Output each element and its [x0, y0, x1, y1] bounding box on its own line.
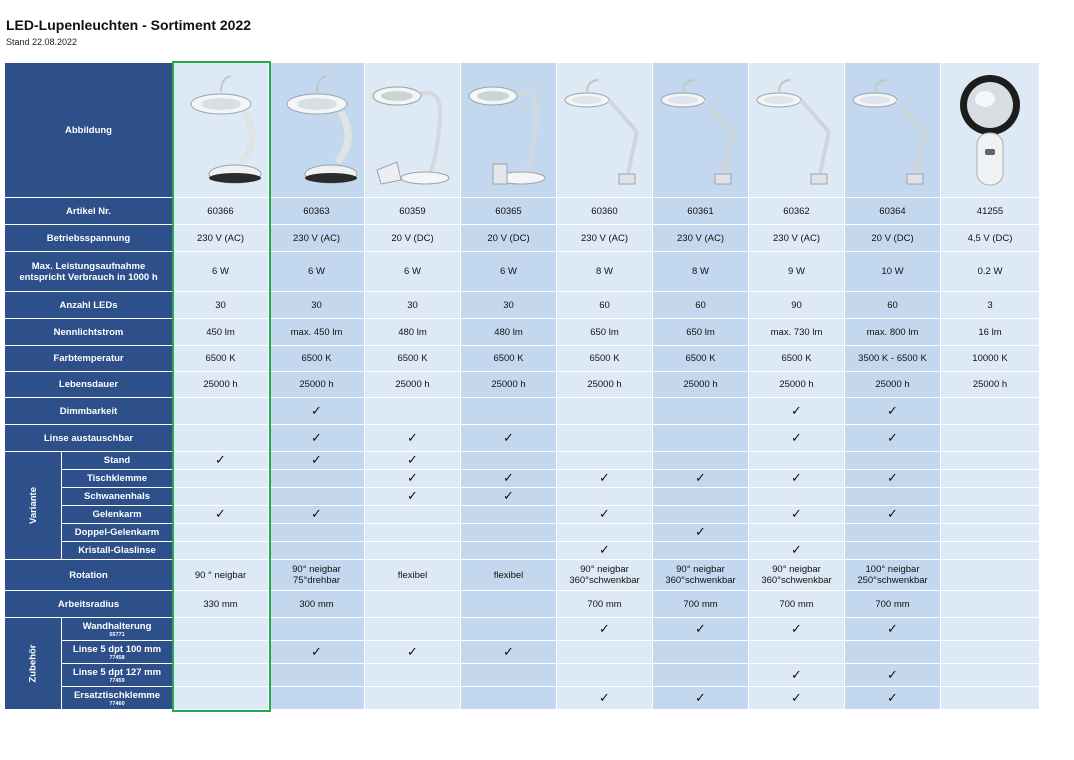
acc_lens100-empty	[749, 641, 845, 664]
voltage-value: 230 V (AC)	[749, 225, 845, 252]
life-value: 25000 h	[269, 372, 365, 398]
acc_clamp-label: Ersatztischklemme 77460	[62, 687, 173, 710]
image-row	[5, 63, 1040, 198]
voltage-value: 230 V (AC)	[173, 225, 269, 252]
power-row	[5, 252, 1040, 292]
power-value: 8 W	[557, 252, 653, 292]
variant-stand-empty	[941, 452, 1040, 470]
article-value: 60363	[269, 198, 365, 225]
acc_wall-label: Wandhalterung 55771	[62, 618, 173, 641]
accessory-article-code: 77460	[109, 700, 125, 707]
variant-double-empty	[941, 524, 1040, 542]
magnifier-lamp-arm-icon	[750, 64, 843, 196]
lumen-value: 480 lm	[365, 319, 461, 346]
radius-value: 300 mm	[269, 591, 365, 618]
magnifier-lamp-gooseneck-clamp-icon	[462, 64, 555, 196]
variant-double-row	[5, 524, 1040, 542]
variant-arm-empty	[461, 506, 557, 524]
variant-arm-row	[5, 506, 1040, 524]
leds-value: 90	[749, 292, 845, 319]
article-value: 60364	[845, 198, 941, 225]
variant-arm-check-icon: ✓	[557, 506, 653, 524]
acc_lens100-empty	[845, 641, 941, 664]
variant-arm-check-icon: ✓	[269, 506, 365, 524]
rotation-value: 90 ° neigbar	[173, 560, 269, 591]
lens-empty	[941, 425, 1040, 452]
power-value: 6 W	[461, 252, 557, 292]
document-date: Stand 22.08.2022	[6, 37, 78, 47]
variant-stand-check-icon: ✓	[269, 452, 365, 470]
product-image-cell	[365, 63, 461, 198]
article-label: Artikel Nr.	[5, 198, 173, 225]
variant-stand-label: Stand	[62, 452, 173, 470]
colortemp-row	[5, 346, 1040, 372]
radius-label: Arbeitsradius	[5, 591, 173, 618]
dimm-empty	[557, 398, 653, 425]
acc_lens127-empty	[653, 664, 749, 687]
power-value: 10 W	[845, 252, 941, 292]
leds-value: 30	[365, 292, 461, 319]
variant-clamp-check-icon: ✓	[461, 470, 557, 488]
variant-clamp-check-icon: ✓	[557, 470, 653, 488]
colortemp-value: 6500 K	[653, 346, 749, 372]
variant-stand-check-icon: ✓	[173, 452, 269, 470]
power-value: 6 W	[269, 252, 365, 292]
colortemp-label: Farbtemperatur	[5, 346, 173, 372]
power-value: 8 W	[653, 252, 749, 292]
variant-clamp-check-icon: ✓	[365, 470, 461, 488]
life-value: 25000 h	[461, 372, 557, 398]
lumen-value: 650 lm	[557, 319, 653, 346]
voltage-value: 230 V (AC)	[269, 225, 365, 252]
colortemp-value: 10000 K	[941, 346, 1040, 372]
accessories-group-label: Zubehör	[5, 618, 62, 710]
magnifier-lamp-gooseneck-icon	[366, 64, 459, 196]
acc_clamp-check-icon: ✓	[653, 687, 749, 710]
voltage-value: 20 V (DC)	[845, 225, 941, 252]
variant-double-check-icon: ✓	[653, 524, 749, 542]
variant-clamp-check-icon: ✓	[653, 470, 749, 488]
lumen-value: 650 lm	[653, 319, 749, 346]
dimm-row	[5, 398, 1040, 425]
acc_lens127-empty	[269, 664, 365, 687]
acc_lens127-row	[5, 664, 1040, 687]
variant-clamp-check-icon: ✓	[845, 470, 941, 488]
variant-gooseneck-empty	[173, 488, 269, 506]
variant-double-empty	[461, 524, 557, 542]
product-image-cell	[941, 63, 1040, 198]
variant-clamp-empty	[941, 470, 1040, 488]
product-comparison-table	[4, 62, 1040, 710]
variant-arm-check-icon: ✓	[845, 506, 941, 524]
variant-double-empty	[557, 524, 653, 542]
acc_lens100-check-icon: ✓	[461, 641, 557, 664]
acc_lens100-empty	[941, 641, 1040, 664]
leds-label: Anzahl LEDs	[5, 292, 173, 319]
lens-check-icon: ✓	[269, 425, 365, 452]
acc_lens127-label: Linse 5 dpt 127 mm 77459	[62, 664, 173, 687]
radius-value: 700 mm	[845, 591, 941, 618]
variant-crystal-label: Kristall-Glaslinse	[62, 542, 173, 560]
article-value: 60362	[749, 198, 845, 225]
article-value: 60359	[365, 198, 461, 225]
variant-arm-empty	[365, 506, 461, 524]
acc_clamp-empty	[365, 687, 461, 710]
variant-double-empty	[365, 524, 461, 542]
lumen-value: 450 lm	[173, 319, 269, 346]
image-label: Abbildung	[5, 63, 173, 198]
radius-value: 330 mm	[173, 591, 269, 618]
variant-crystal-check-icon: ✓	[749, 542, 845, 560]
variant-stand-check-icon: ✓	[365, 452, 461, 470]
leds-value: 30	[269, 292, 365, 319]
lumen-value: 16 lm	[941, 319, 1040, 346]
magnifier-lamp-stand-icon	[270, 64, 363, 196]
variant-double-empty	[269, 524, 365, 542]
lumen-value: max. 730 lm	[749, 319, 845, 346]
dimm-check-icon: ✓	[749, 398, 845, 425]
life-value: 25000 h	[941, 372, 1040, 398]
life-value: 25000 h	[845, 372, 941, 398]
acc_clamp-row	[5, 687, 1040, 710]
life-value: 25000 h	[653, 372, 749, 398]
variant-stand-row	[5, 452, 1040, 470]
variant-stand-empty	[845, 452, 941, 470]
variant-gooseneck-empty	[749, 488, 845, 506]
life-value: 25000 h	[365, 372, 461, 398]
acc_wall-check-icon: ✓	[749, 618, 845, 641]
colortemp-value: 6500 K	[269, 346, 365, 372]
life-value: 25000 h	[557, 372, 653, 398]
power-value: 9 W	[749, 252, 845, 292]
document-title: LED-Lupenleuchten - Sortiment 2022	[6, 17, 252, 33]
magnifier-lamp-arm-icon	[846, 64, 939, 196]
lens-check-icon: ✓	[845, 425, 941, 452]
acc_wall-empty	[941, 618, 1040, 641]
acc_wall-check-icon: ✓	[653, 618, 749, 641]
variant-crystal-row	[5, 542, 1040, 560]
colortemp-value: 6500 K	[749, 346, 845, 372]
variant-gooseneck-label: Schwanenhals	[62, 488, 173, 506]
variant-crystal-empty	[653, 542, 749, 560]
acc_lens100-empty	[653, 641, 749, 664]
variant-gooseneck-row	[5, 488, 1040, 506]
leds-value: 60	[557, 292, 653, 319]
colortemp-value: 6500 K	[461, 346, 557, 372]
acc_clamp-empty	[461, 687, 557, 710]
lens-empty	[653, 425, 749, 452]
article-value: 60360	[557, 198, 653, 225]
lumen-value: max. 800 lm	[845, 319, 941, 346]
acc_clamp-empty	[941, 687, 1040, 710]
leds-value: 3	[941, 292, 1040, 319]
variant-clamp-empty	[269, 470, 365, 488]
voltage-value: 20 V (DC)	[365, 225, 461, 252]
variant-gooseneck-empty	[653, 488, 749, 506]
acc_clamp-check-icon: ✓	[845, 687, 941, 710]
variant-crystal-empty	[845, 542, 941, 560]
variant-stand-empty	[461, 452, 557, 470]
variant-gooseneck-check-icon: ✓	[365, 488, 461, 506]
acc_lens127-empty	[557, 664, 653, 687]
article-value: 41255	[941, 198, 1040, 225]
acc_lens100-empty	[173, 641, 269, 664]
leds-value: 60	[653, 292, 749, 319]
magnifier-lamp-arm-icon	[654, 64, 747, 196]
variant-stand-empty	[557, 452, 653, 470]
variant-clamp-row	[5, 470, 1040, 488]
lens-label: Linse austauschbar	[5, 425, 173, 452]
life-label: Lebensdauer	[5, 372, 173, 398]
acc_lens100-label: Linse 5 dpt 100 mm 77458	[62, 641, 173, 664]
variant-gooseneck-check-icon: ✓	[461, 488, 557, 506]
colortemp-value: 6500 K	[173, 346, 269, 372]
dimm-label: Dimmbarkeit	[5, 398, 173, 425]
voltage-row	[5, 225, 1040, 252]
radius-value	[365, 591, 461, 618]
acc_lens100-row	[5, 641, 1040, 664]
variant-crystal-empty	[365, 542, 461, 560]
magnifier-lamp-stand-icon	[174, 64, 267, 196]
product-image-cell	[173, 63, 269, 198]
product-image-cell	[653, 63, 749, 198]
lens-check-icon: ✓	[749, 425, 845, 452]
handheld-magnifier-icon	[942, 64, 1038, 196]
leds-row	[5, 292, 1040, 319]
radius-row	[5, 591, 1040, 618]
variant-crystal-empty	[461, 542, 557, 560]
accessory-article-code: 55771	[109, 631, 125, 638]
lumen-row	[5, 319, 1040, 346]
lens-check-icon: ✓	[365, 425, 461, 452]
acc_wall-empty	[269, 618, 365, 641]
power-value: 0.2 W	[941, 252, 1040, 292]
leds-value: 60	[845, 292, 941, 319]
voltage-label: Betriebsspannung	[5, 225, 173, 252]
variant-double-label: Doppel-Gelenkarm	[62, 524, 173, 542]
variant-clamp-label: Tischklemme	[62, 470, 173, 488]
dimm-check-icon: ✓	[269, 398, 365, 425]
lens-empty	[173, 425, 269, 452]
variant-crystal-check-icon: ✓	[557, 542, 653, 560]
leds-value: 30	[461, 292, 557, 319]
dimm-check-icon: ✓	[845, 398, 941, 425]
lens-check-icon: ✓	[461, 425, 557, 452]
acc_lens127-empty	[173, 664, 269, 687]
radius-value: 700 mm	[653, 591, 749, 618]
voltage-value: 230 V (AC)	[653, 225, 749, 252]
variant-gooseneck-empty	[269, 488, 365, 506]
article-value: 60366	[173, 198, 269, 225]
variant-double-empty	[845, 524, 941, 542]
rotation-value: flexibel	[365, 560, 461, 591]
lens-empty	[557, 425, 653, 452]
product-image-cell	[557, 63, 653, 198]
acc_clamp-check-icon: ✓	[557, 687, 653, 710]
rotation-value: 90° neigbar 360°schwenkbar	[557, 560, 653, 591]
power-value: 6 W	[365, 252, 461, 292]
variant-crystal-empty	[173, 542, 269, 560]
article-value: 60365	[461, 198, 557, 225]
variant-arm-label: Gelenkarm	[62, 506, 173, 524]
voltage-value: 4,5 V (DC)	[941, 225, 1040, 252]
voltage-value: 230 V (AC)	[557, 225, 653, 252]
variant-double-empty	[749, 524, 845, 542]
magnifier-lamp-arm-icon	[558, 64, 651, 196]
variant-stand-empty	[653, 452, 749, 470]
acc_lens127-empty	[941, 664, 1040, 687]
lens-row	[5, 425, 1040, 452]
product-image-cell	[461, 63, 557, 198]
life-value: 25000 h	[173, 372, 269, 398]
variant-clamp-check-icon: ✓	[749, 470, 845, 488]
variant-double-empty	[173, 524, 269, 542]
acc_wall-empty	[173, 618, 269, 641]
acc_lens127-empty	[365, 664, 461, 687]
life-row	[5, 372, 1040, 398]
product-image-cell	[749, 63, 845, 198]
dimm-empty	[941, 398, 1040, 425]
acc_wall-empty	[461, 618, 557, 641]
acc_lens127-check-icon: ✓	[749, 664, 845, 687]
dimm-empty	[653, 398, 749, 425]
rotation-value: 90° neigbar 360°schwenkbar	[653, 560, 749, 591]
power-label: Max. Leistungsaufnahme entspricht Verbrauch in 1000 h	[5, 252, 173, 292]
variant-gooseneck-empty	[557, 488, 653, 506]
dimm-empty	[365, 398, 461, 425]
dimm-empty	[173, 398, 269, 425]
acc_wall-check-icon: ✓	[557, 618, 653, 641]
acc_wall-empty	[365, 618, 461, 641]
voltage-value: 20 V (DC)	[461, 225, 557, 252]
radius-value: 700 mm	[749, 591, 845, 618]
power-value: 6 W	[173, 252, 269, 292]
acc_wall-check-icon: ✓	[845, 618, 941, 641]
rotation-label: Rotation	[5, 560, 173, 591]
leds-value: 30	[173, 292, 269, 319]
variant-group-label: Variante	[5, 452, 62, 560]
rotation-value	[941, 560, 1040, 591]
acc_lens100-check-icon: ✓	[269, 641, 365, 664]
acc_lens127-empty	[461, 664, 557, 687]
colortemp-value: 6500 K	[557, 346, 653, 372]
acc_lens100-check-icon: ✓	[365, 641, 461, 664]
article-value: 60361	[653, 198, 749, 225]
colortemp-value: 6500 K	[365, 346, 461, 372]
accessory-article-code: 77458	[109, 654, 125, 661]
acc_lens127-check-icon: ✓	[845, 664, 941, 687]
variant-crystal-empty	[269, 542, 365, 560]
product-image-cell	[269, 63, 365, 198]
rotation-value: flexibel	[461, 560, 557, 591]
radius-value: 700 mm	[557, 591, 653, 618]
variant-arm-empty	[653, 506, 749, 524]
rotation-value: 90° neigbar 75°drehbar	[269, 560, 365, 591]
lumen-label: Nennlichtstrom	[5, 319, 173, 346]
colortemp-value: 3500 K - 6500 K	[845, 346, 941, 372]
radius-value	[461, 591, 557, 618]
variant-gooseneck-empty	[941, 488, 1040, 506]
variant-stand-empty	[749, 452, 845, 470]
variant-crystal-empty	[941, 542, 1040, 560]
variant-gooseneck-empty	[845, 488, 941, 506]
acc_clamp-empty	[173, 687, 269, 710]
rotation-value: 100° neigbar 250°schwenkbar	[845, 560, 941, 591]
radius-value	[941, 591, 1040, 618]
acc_lens100-empty	[557, 641, 653, 664]
dimm-empty	[461, 398, 557, 425]
variant-arm-check-icon: ✓	[173, 506, 269, 524]
article-row	[5, 198, 1040, 225]
lumen-value: 480 lm	[461, 319, 557, 346]
lumen-value: max. 450 lm	[269, 319, 365, 346]
acc_clamp-check-icon: ✓	[749, 687, 845, 710]
rotation-value: 90° neigbar 360°schwenkbar	[749, 560, 845, 591]
variant-clamp-empty	[173, 470, 269, 488]
acc_wall-row	[5, 618, 1040, 641]
rotation-row	[5, 560, 1040, 591]
life-value: 25000 h	[749, 372, 845, 398]
variant-arm-check-icon: ✓	[749, 506, 845, 524]
acc_clamp-empty	[269, 687, 365, 710]
product-image-cell	[845, 63, 941, 198]
accessory-article-code: 77459	[109, 677, 125, 684]
variant-arm-empty	[941, 506, 1040, 524]
